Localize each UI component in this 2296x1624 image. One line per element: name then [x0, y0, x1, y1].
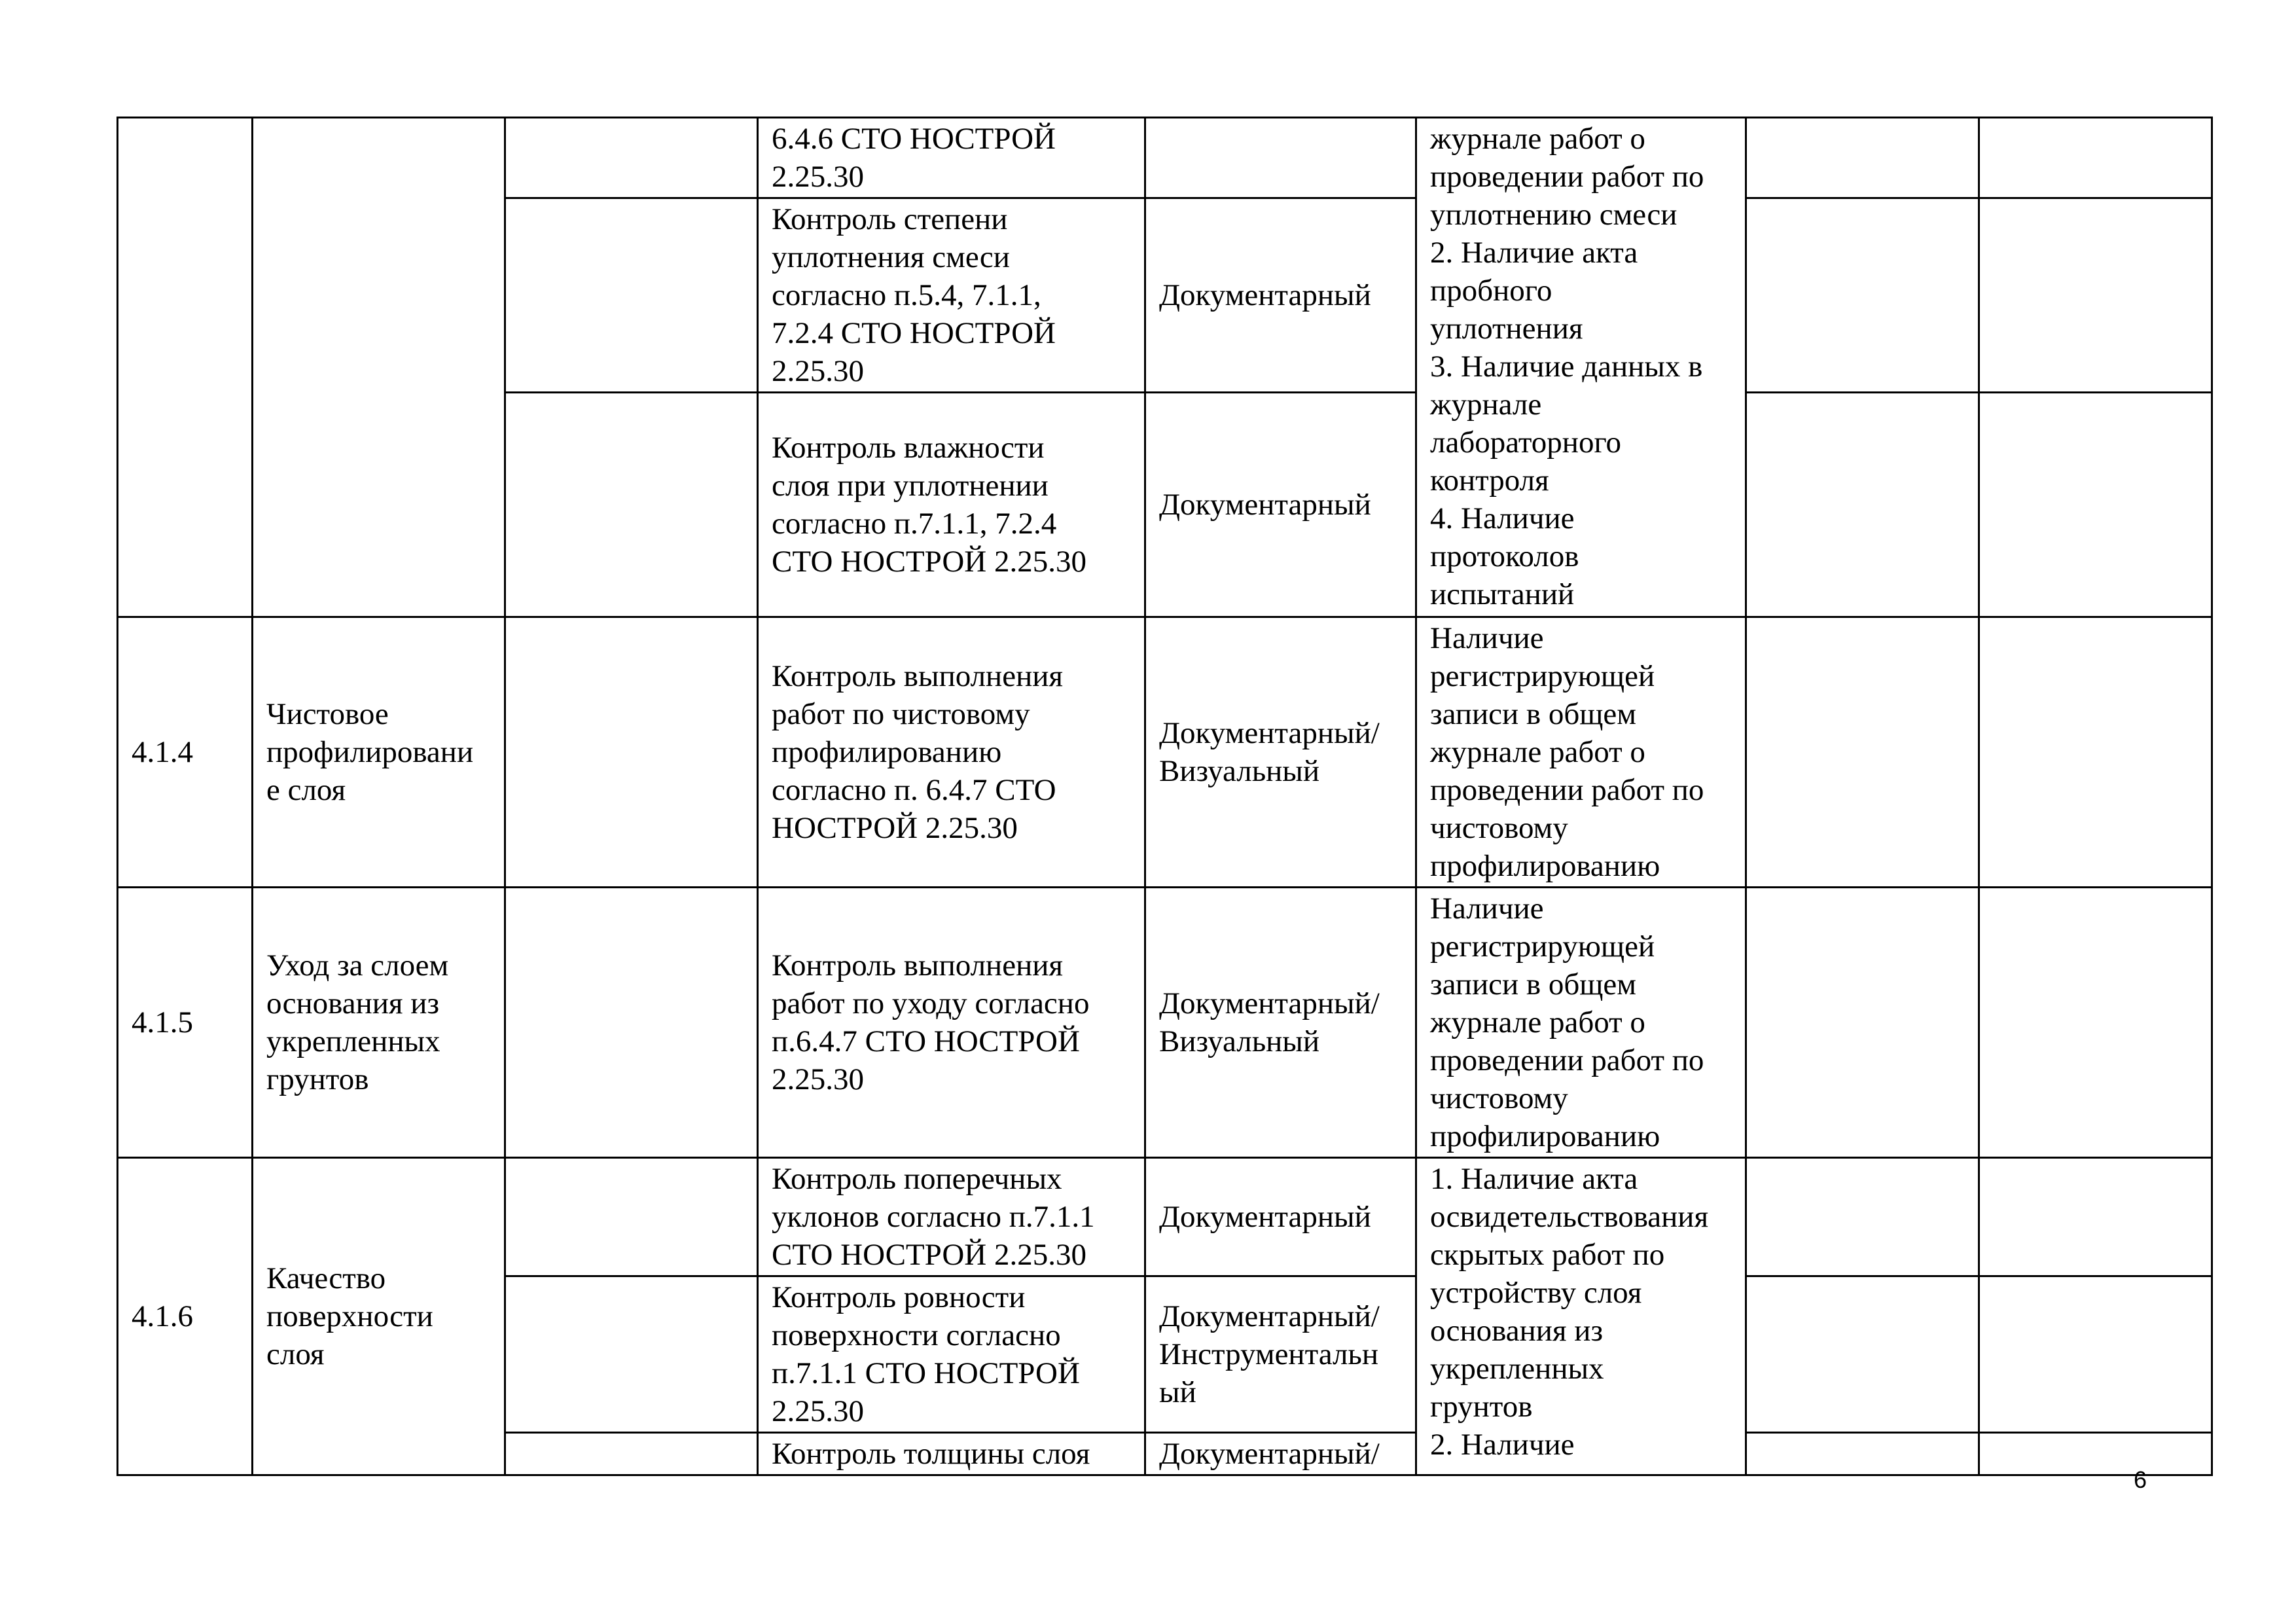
- cell-line: Документарный/: [1159, 986, 1380, 1020]
- cell-method: [1145, 888, 1416, 1158]
- cell-work-name: [253, 617, 505, 888]
- cell-line: журнале работ о: [1430, 122, 1645, 156]
- cell-line: укрепленных: [1430, 1352, 1604, 1386]
- table-row: [118, 888, 2212, 1158]
- cell-result: [1416, 1158, 1746, 1475]
- cell-empty: [1746, 1158, 1979, 1276]
- cell-line: 4. Наличие: [1430, 501, 1575, 535]
- cell-line: устройству слоя: [1430, 1276, 1642, 1310]
- cell-line: укрепленных: [266, 1024, 440, 1058]
- cell-method: [1145, 198, 1416, 393]
- cell-method: [1145, 617, 1416, 888]
- cell-line: 4.1.6: [132, 1299, 193, 1333]
- cell-work-name: [253, 1158, 505, 1475]
- cell-empty: [1979, 888, 2212, 1158]
- cell-line: е слоя: [266, 773, 346, 807]
- cell-work-name: [253, 118, 505, 617]
- cell-line: основания из: [266, 986, 440, 1020]
- cell-line: Документарный/: [1159, 1299, 1380, 1333]
- cell-line: Качество: [266, 1261, 386, 1295]
- cell-result: [1416, 888, 1746, 1158]
- cell-number: [118, 888, 253, 1158]
- cell-line: основания из: [1430, 1314, 1604, 1348]
- cell-result: [1416, 118, 1746, 617]
- cell-line: регистрирующей: [1430, 659, 1655, 693]
- cell-line: уплотнению смеси: [1430, 198, 1677, 232]
- cell-empty: [505, 1276, 758, 1433]
- cell-empty: [1979, 198, 2212, 393]
- cell-line: записи в общем: [1430, 967, 1637, 1001]
- cell-method: [1145, 1433, 1416, 1475]
- cell-line: записи в общем: [1430, 697, 1637, 731]
- cell-line: СТО НОСТРОЙ 2.25.30: [772, 1238, 1086, 1272]
- cell-line: Контроль влажности: [772, 431, 1045, 465]
- cell-line: лабораторного: [1430, 425, 1622, 460]
- cell-line: Контроль выполнения: [772, 948, 1063, 983]
- cell-line: ый: [1159, 1375, 1196, 1409]
- cell-line: 2.25.30: [772, 160, 864, 194]
- cell-line: Контроль поперечных: [772, 1162, 1062, 1196]
- cell-method: [1145, 1276, 1416, 1433]
- cell-line: 6.4.6 СТО НОСТРОЙ: [772, 122, 1056, 156]
- table-row: [118, 118, 2212, 198]
- cell-line: протоколов: [1430, 539, 1579, 573]
- cell-line: согласно п. 6.4.7 СТО: [772, 773, 1056, 807]
- cell-line: журнале работ о: [1430, 735, 1645, 769]
- cell-line: работ по уходу согласно: [772, 986, 1090, 1020]
- cell-line: 2.25.30: [772, 1062, 864, 1096]
- cell-line: проведении работ по: [1430, 160, 1704, 194]
- cell-line: слоя при уплотнении: [772, 469, 1049, 503]
- cell-empty: [1979, 1433, 2212, 1475]
- cell-line: скрытых работ по: [1430, 1238, 1665, 1272]
- cell-empty: [505, 118, 758, 198]
- cell-line: 3. Наличие данных в: [1430, 350, 1703, 384]
- cell-control-text: [758, 198, 1145, 393]
- cell-line: испытаний: [1430, 577, 1575, 611]
- cell-result: [1416, 617, 1746, 888]
- cell-line: Инструментальн: [1159, 1337, 1379, 1371]
- cell-line: НОСТРОЙ 2.25.30: [772, 811, 1018, 845]
- cell-line: п.6.4.7 СТО НОСТРОЙ: [772, 1024, 1080, 1058]
- cell-line: пробного: [1430, 274, 1552, 308]
- cell-line: п.7.1.1 СТО НОСТРОЙ: [772, 1356, 1080, 1390]
- cell-line: Контроль выполнения: [772, 659, 1063, 693]
- cell-method: [1145, 1158, 1416, 1276]
- cell-line: чистовому: [1430, 1081, 1568, 1115]
- cell-empty: [505, 393, 758, 617]
- cell-line: Документарный/: [1159, 716, 1380, 750]
- cell-line: освидетельствования: [1430, 1200, 1709, 1234]
- cell-line: уплотнения смеси: [772, 240, 1010, 274]
- cell-empty: [1746, 198, 1979, 393]
- cell-line: 2. Наличие акта: [1430, 236, 1638, 270]
- cell-empty: [1746, 617, 1979, 888]
- cell-line: Контроль ровности: [772, 1280, 1026, 1314]
- cell-line: 1. Наличие акта: [1430, 1162, 1638, 1196]
- cell-line: регистрирующей: [1430, 929, 1655, 964]
- cell-line: грунтов: [1430, 1390, 1533, 1424]
- cell-line: уклонов согласно п.7.1.1: [772, 1200, 1095, 1234]
- cell-line: слоя: [266, 1337, 325, 1371]
- cell-line: чистовому: [1430, 811, 1568, 845]
- cell-control-text: [758, 1433, 1145, 1475]
- cell-line: Визуальный: [1159, 1024, 1320, 1058]
- cell-line: 2.25.30: [772, 354, 864, 388]
- cell-method: [1145, 118, 1416, 198]
- cell-empty: [505, 888, 758, 1158]
- cell-control-text: [758, 393, 1145, 617]
- cell-line: 4.1.5: [132, 1005, 193, 1039]
- cell-empty: [505, 1433, 758, 1475]
- cell-line: поверхности: [266, 1299, 433, 1333]
- cell-line: Контроль толщины слоя: [772, 1437, 1090, 1471]
- cell-control-text: [758, 888, 1145, 1158]
- cell-line: профилированию: [1430, 849, 1660, 883]
- cell-empty: [1746, 393, 1979, 617]
- cell-line: Контроль степени: [772, 202, 1008, 236]
- cell-line: журнале: [1430, 388, 1542, 422]
- table-row: [118, 617, 2212, 888]
- cell-empty: [1746, 1433, 1979, 1475]
- table-row: [118, 1158, 2212, 1276]
- cell-line: СТО НОСТРОЙ 2.25.30: [772, 545, 1086, 579]
- control-table: [117, 117, 2213, 1476]
- cell-line: Наличие: [1430, 892, 1544, 926]
- cell-line: Документарный: [1159, 278, 1371, 312]
- cell-line: Документарный: [1159, 488, 1371, 522]
- cell-empty: [1979, 1276, 2212, 1433]
- cell-line: поверхности согласно: [772, 1318, 1061, 1352]
- cell-line: работ по чистовому: [772, 697, 1030, 731]
- cell-line: Чистовое: [266, 697, 389, 731]
- cell-empty: [505, 1158, 758, 1276]
- cell-number: [118, 617, 253, 888]
- cell-line: согласно п.7.1.1, 7.2.4: [772, 507, 1057, 541]
- cell-number: [118, 1158, 253, 1475]
- cell-line: согласно п.5.4, 7.1.1,: [772, 278, 1041, 312]
- cell-empty: [1746, 1276, 1979, 1433]
- cell-line: 4.1.4: [132, 735, 193, 769]
- cell-empty: [1979, 617, 2212, 888]
- cell-control-text: [758, 118, 1145, 198]
- cell-empty: [1979, 393, 2212, 617]
- cell-line: 7.2.4 СТО НОСТРОЙ: [772, 316, 1056, 350]
- cell-line: проведении работ по: [1430, 773, 1704, 807]
- cell-line: 2. Наличие: [1430, 1428, 1575, 1462]
- cell-empty: [1746, 888, 1979, 1158]
- cell-line: контроля: [1430, 463, 1549, 497]
- cell-control-text: [758, 617, 1145, 888]
- cell-line: профилированию: [1430, 1119, 1660, 1153]
- cell-line: уплотнения: [1430, 312, 1583, 346]
- cell-line: профилировани: [266, 735, 474, 769]
- page-number: 6: [2134, 1466, 2147, 1493]
- cell-work-name: [253, 888, 505, 1158]
- cell-line: Документарный: [1159, 1200, 1371, 1234]
- cell-method: [1145, 393, 1416, 617]
- cell-control-text: [758, 1276, 1145, 1433]
- cell-empty: [505, 198, 758, 393]
- cell-line: грунтов: [266, 1062, 369, 1096]
- cell-empty: [1979, 118, 2212, 198]
- cell-line: журнале работ о: [1430, 1005, 1645, 1039]
- cell-line: Наличие: [1430, 621, 1544, 655]
- cell-line: 2.25.30: [772, 1394, 864, 1428]
- cell-empty: [1979, 1158, 2212, 1276]
- cell-empty: [1746, 118, 1979, 198]
- cell-line: профилированию: [772, 735, 1002, 769]
- cell-line: Уход за слоем: [266, 948, 449, 983]
- cell-control-text: [758, 1158, 1145, 1276]
- cell-line: Документарный/: [1159, 1437, 1380, 1471]
- cell-number: [118, 118, 253, 617]
- cell-line: Визуальный: [1159, 754, 1320, 788]
- cell-empty: [505, 617, 758, 888]
- cell-line: проведении работ по: [1430, 1043, 1704, 1077]
